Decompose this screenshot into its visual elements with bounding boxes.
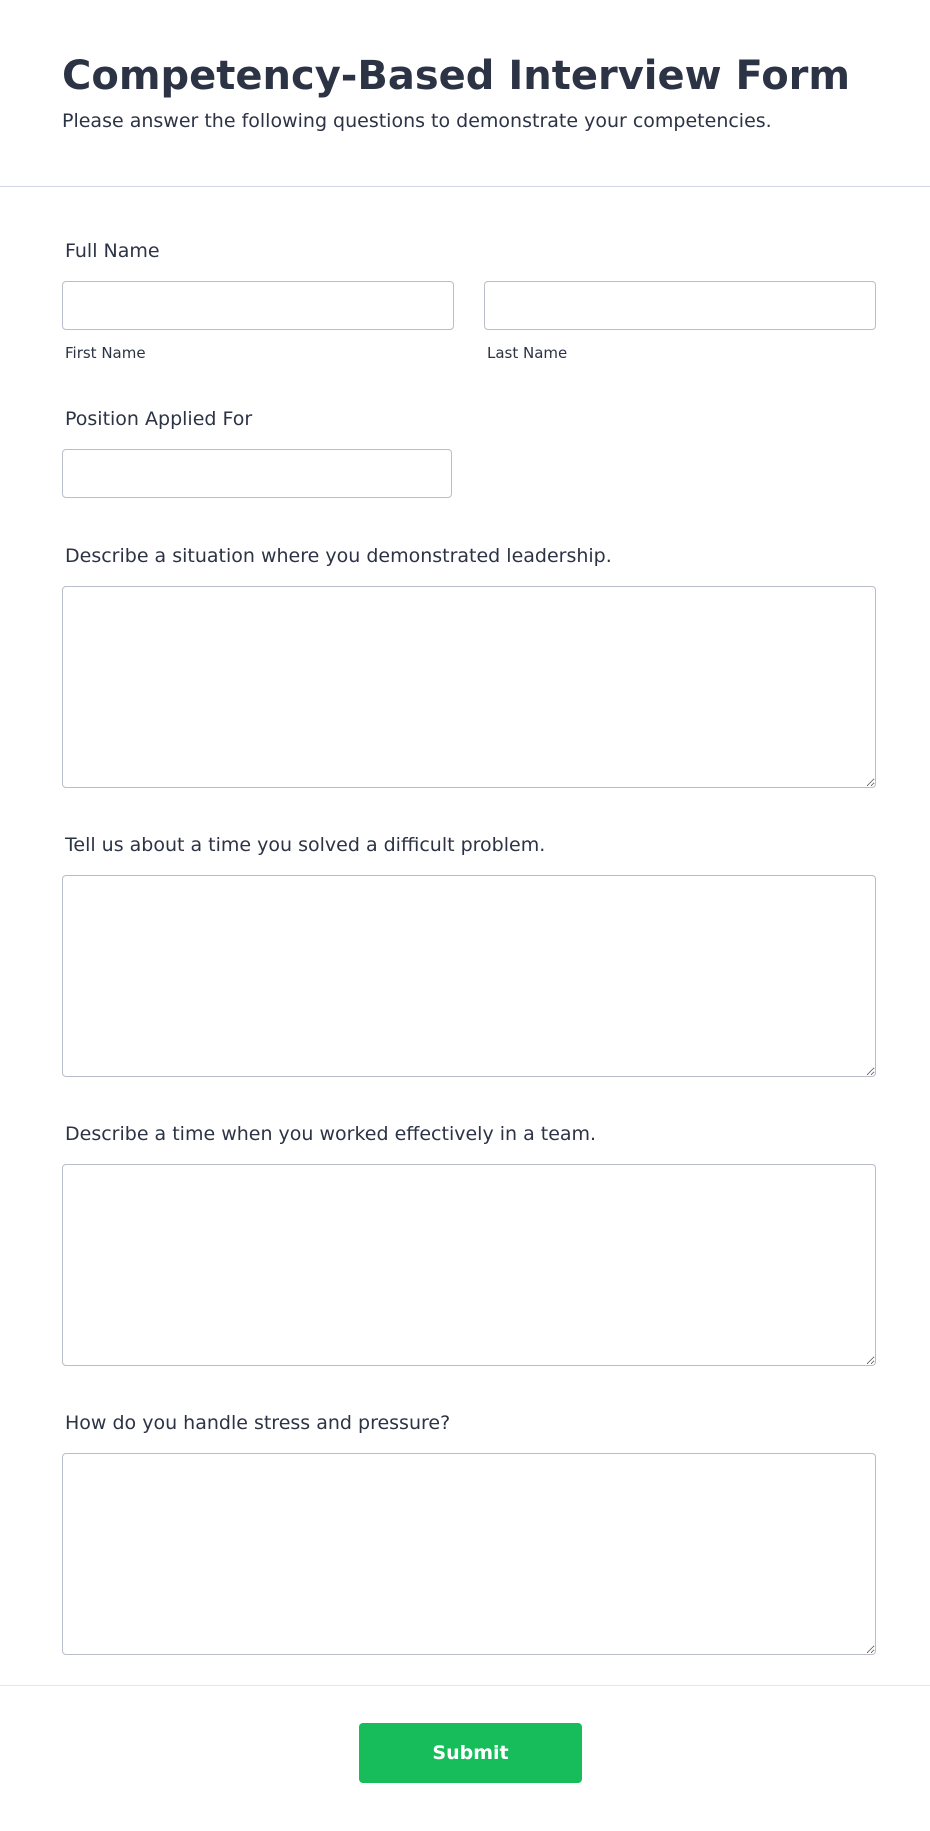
first-name-input[interactable] — [62, 281, 454, 330]
last-name-input[interactable] — [484, 281, 876, 330]
submit-button[interactable]: Submit — [359, 1723, 582, 1783]
form-title: Competency-Based Interview Form — [62, 53, 851, 99]
problem-solving-textarea[interactable] — [62, 875, 876, 1077]
leadership-label: Describe a situation where you demonstrated leadership. — [65, 545, 612, 567]
last-name-sublabel: Last Name — [487, 344, 568, 362]
leadership-textarea[interactable] — [62, 586, 876, 788]
position-label: Position Applied For — [65, 408, 253, 430]
stress-label: How do you handle stress and pressure? — [65, 1412, 451, 1434]
position-input[interactable] — [62, 449, 452, 498]
full-name-label: Full Name — [65, 240, 160, 262]
form-header — [0, 0, 930, 187]
teamwork-textarea[interactable] — [62, 1164, 876, 1366]
form-subtitle: Please answer the following questions to demonstrate your competencies. — [62, 110, 772, 132]
first-name-sublabel: First Name — [65, 344, 146, 362]
footer-divider — [0, 1685, 930, 1686]
problem-solving-label: Tell us about a time you solved a difficult problem. — [65, 834, 546, 856]
teamwork-label: Describe a time when you worked effectively in a team. — [65, 1123, 597, 1145]
stress-textarea[interactable] — [62, 1453, 876, 1655]
